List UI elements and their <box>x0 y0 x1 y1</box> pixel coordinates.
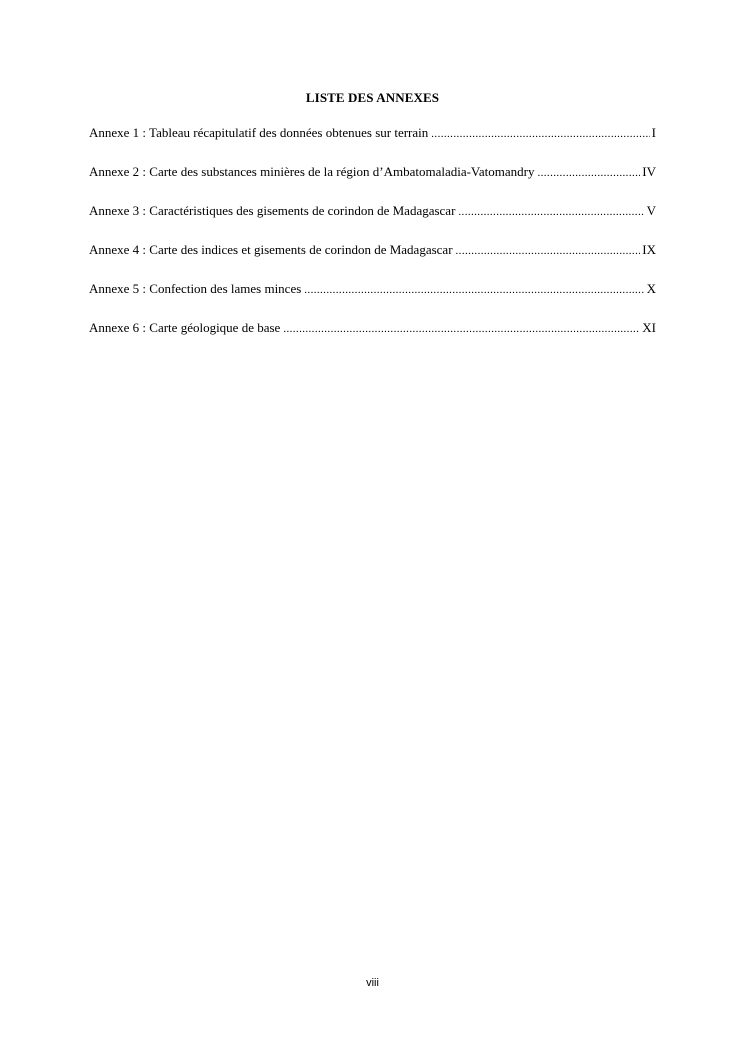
toc-entry-page: IV <box>642 164 656 179</box>
toc-entry-annexe-6[interactable] <box>89 320 656 359</box>
toc-entry-page: I <box>651 125 656 140</box>
toc-entry-page: XI <box>642 320 656 335</box>
toc-entry-annexe-5[interactable] <box>89 281 656 320</box>
toc-entry-annexe-4[interactable] <box>89 242 656 281</box>
dot-leader <box>304 282 644 298</box>
toc-entry-page: V <box>646 203 656 218</box>
toc-entry-annexe-3[interactable] <box>89 203 656 242</box>
dot-leader <box>431 126 649 142</box>
page-title: LISTE DES ANNEXES <box>305 90 440 105</box>
toc-entry-page: X <box>646 281 656 296</box>
dot-leader <box>456 243 641 259</box>
toc-entry-label: Annexe 2 : Carte des substances minières de la région d’Ambatomaladia-Vatomandry <box>89 164 535 179</box>
toc-entry-label: Annexe 4 : Carte des indices et gisements de corindon de Madagascar <box>89 242 453 257</box>
page-number: viii <box>366 977 379 989</box>
toc-entry-annexe-2[interactable] <box>89 164 656 203</box>
toc-entry-label: Annexe 6 : Carte géologique de base <box>89 320 281 335</box>
toc-entry-label: Annexe 5 : Confection des lames minces <box>89 281 302 296</box>
dot-leader <box>283 321 640 337</box>
dot-leader <box>458 204 644 220</box>
toc-entry-label: Annexe 1 : Tableau récapitulatif des données obtenues sur terrain <box>89 125 429 140</box>
toc-entry-annexe-1[interactable] <box>89 125 656 164</box>
toc-entry-page: IX <box>642 242 656 257</box>
annex-list <box>89 125 656 359</box>
dot-leader <box>537 165 640 181</box>
toc-entry-label: Annexe 3 : Caractéristiques des gisements de corindon de Madagascar <box>89 203 456 218</box>
